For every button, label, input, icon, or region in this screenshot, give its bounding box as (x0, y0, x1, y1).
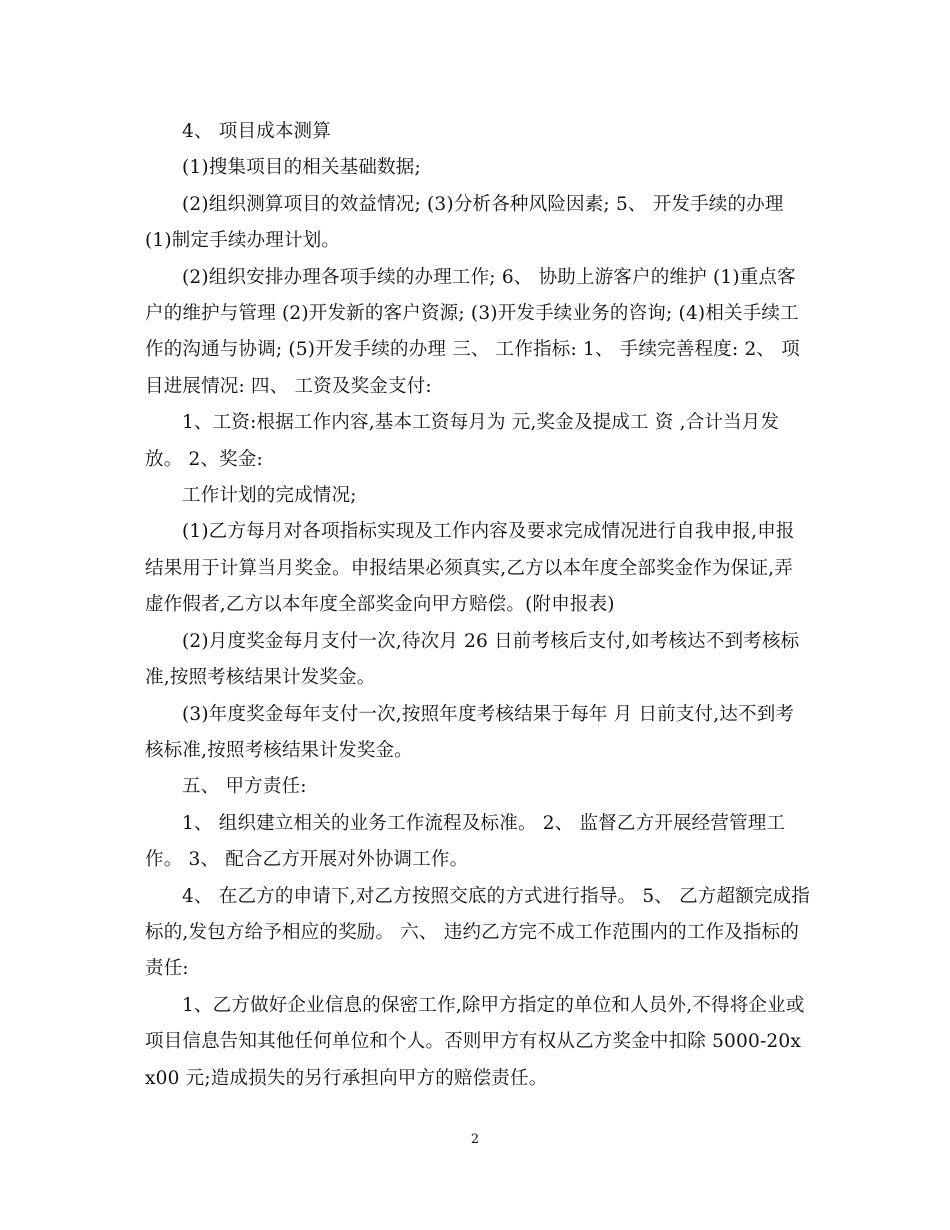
paragraph: (3)年度奖金每年支付一次,按照年度考核结果于每年 月 日前支付,达不到考核标准,按照考核结果计发奖金。 (145, 703, 795, 761)
page-number: 2 (470, 1132, 480, 1147)
paragraph: 1、乙方做好企业信息的保密工作,除甲方指定的单位和人员外,不得将企业或项目信息告知其他任何单位和个人。否则甲方有权从乙方奖金中扣除 5000-20xx00 元;造成损失的另行承担向甲方的赔偿责任。 (145, 994, 805, 1089)
paragraph: 4、 在乙方的申请下,对乙方按照交底的方式进行指导。 5、 乙方超额完成指标的,发包方给予相应的奖励。 六、 违约乙方完不成工作范围内的工作及指标的责任: (145, 885, 810, 980)
paragraph: 1、工资:根据工作内容,基本工资每月为 元,奖金及提成工 资 ,合计当月发放。 2、奖金: (145, 412, 780, 470)
document-body (145, 114, 810, 1097)
paragraph: 工作计划的完成情况; (182, 485, 357, 507)
paragraph: (2)组织安排办理各项手续的办理工作; 6、 协助上游客户的维护 (1)重点客户的维护与管理 (2)开发新的客户资源; (3)开发手续业务的咨询; (4)相关手续工作的沟通与协调; (5)开发手续的办理 三、 工作指标: 1、 手续完善程度: 2、 项目进展情况: 四、 工资及奖金支付: (145, 266, 800, 397)
section-heading-party-a-duties: 五、 甲方责任: (182, 776, 307, 798)
section-heading-cost-estimate: 4、 项目成本测算 (182, 121, 331, 142)
paragraph: (2)组织测算项目的效益情况; (3)分析各种风险因素; 5、 开发手续的办理 (1)制定手续办理计划。 (145, 193, 784, 252)
paragraph: (1)搜集项目的相关基础数据; (182, 157, 421, 179)
paragraph: (2)月度奖金每月支付一次,待次月 26 日前考核后支付,如考核达不到考核标准,按照考核结果计发奖金。 (145, 630, 800, 689)
paragraph: (1)乙方每月对各项指标实现及工作内容及要求完成情况进行自我申报,申报结果用于计算当月奖金。申报结果必须真实,乙方以本年度全部奖金作为保证,弄虚作假者,乙方以本年度全部奖金向甲方赔偿。(附申报表) (145, 521, 795, 616)
paragraph: 1、 组织建立相关的业务工作流程及标准。 2、 监督乙方开展经营管理工作。 3、 配合乙方开展对外协调工作。 (145, 812, 786, 871)
